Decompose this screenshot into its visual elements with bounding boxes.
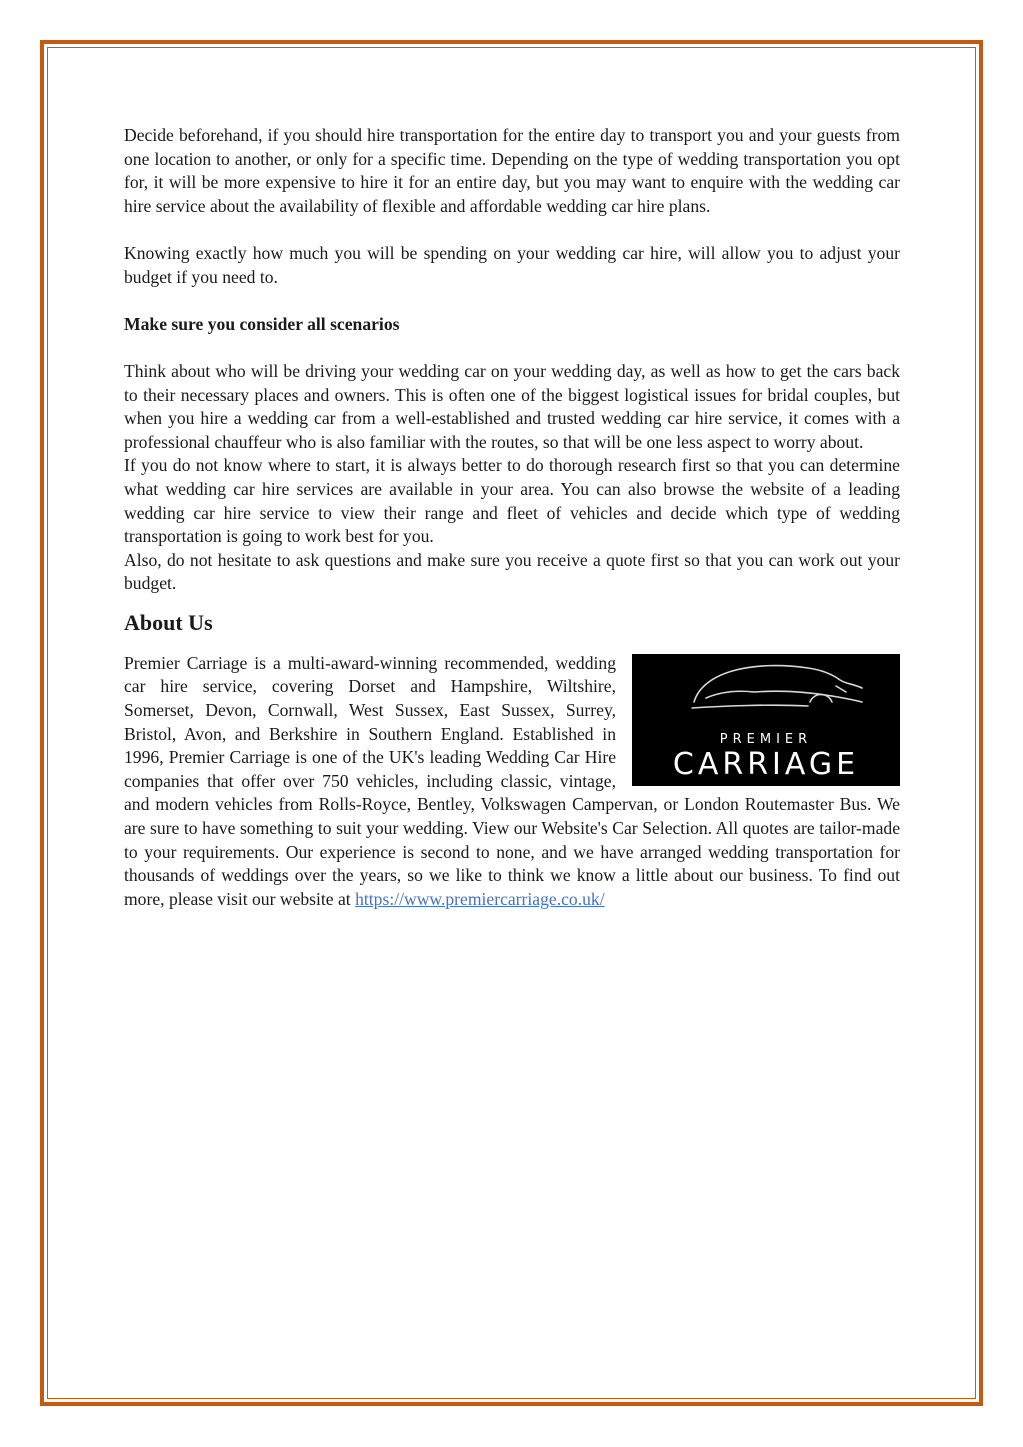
document-body [124, 124, 900, 911]
paragraph-hire-duration: Decide beforehand, if you should hire transportation for the entire day to transport you and your guests from one location to another, or only for a specific time. Depending on the type of wedding transportation you opt for, it will be more expensive to hire it for an entire day, but you may want to enquire with the wedding car hire service about the availability of flexible and affordable wedding car hire plans. [124, 125, 900, 216]
paragraph-budget: Knowing exactly how much you will be spending on your wedding car hire, will allow you to adjust your budget if you need to. [124, 242, 900, 287]
paragraph-driver: Think about who will be driving your wedding car on your wedding day, as well as how to get the cars back to their necessary places and owners. This is often one of the biggest logistical issues for bridal couples, but when you hire a wedding car from a well-established and trusted wedding car hire service, it comes with a professional chauffeur who is also familiar with the routes, so that will be one less aspect to worry about. [124, 360, 900, 452]
paragraph-quote: Also, do not hesitate to ask questions and make sure you receive a quote first so that you can work out your budget. [124, 549, 900, 594]
section-subheading: Make sure you consider all scenarios [124, 313, 400, 334]
premier-carriage-logo [632, 654, 900, 786]
logo-text-carriage: CARRIAGE [672, 746, 860, 782]
logo-text-premier: PREMIER [719, 731, 813, 747]
vintage-car-outline-icon [632, 654, 900, 734]
paragraph-research: If you do not know where to start, it is always better to do thorough research first so that you can determine what wedding car hire services are available in your area. You can also browse the website of a leading wedding car hire service to view their range and fleet of vehicles and decide which type of wedding transportation is going to work best for you. [124, 455, 900, 547]
about-us-text: Premier Carriage is a multi-award-winning recommended, wedding car hire service, covering Dorset and Hampshire, Wiltshire, Somerset, Devon, Cornwall, West Sussex, East Sussex, Surrey, Bristol, Avon, and Berkshire in Southern England. Established in 1996, Premier Carriage is one of the UK's leading Wedding Car Hire companies that offer over 750 vehicles, including classic, vintage, and modern vehicles from Rolls-Royce, Bentley, Volkswagen Campervan, or London Routemaster Bus. We are sure to have something to suit your wedding. View our Website's Car Selection. All quotes are tailor-made to your requirements. Our experience is second to none, and we have arranged wedding transportation for thousands of weddings over the years, so we like to think we know a little about our business. To find out more, please visit our website at [124, 652, 900, 909]
about-us-heading: About Us [124, 609, 213, 635]
website-link[interactable]: https://www.premiercarriage.co.uk/ [355, 888, 605, 909]
